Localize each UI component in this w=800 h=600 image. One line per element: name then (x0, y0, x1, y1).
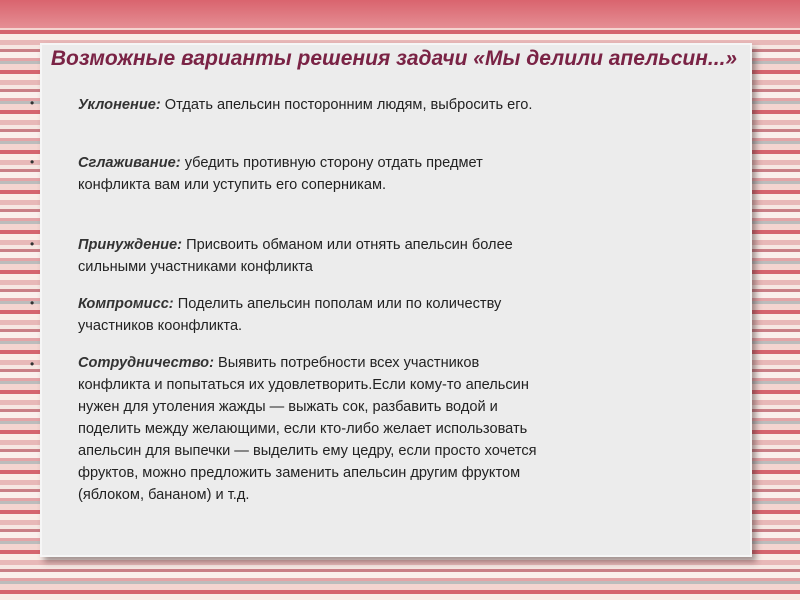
item-term: Компромисс: (78, 296, 174, 312)
bullet-glyph: • (30, 155, 35, 169)
item-term: Сглаживание: (78, 155, 181, 171)
list-item-compromise (78, 293, 548, 337)
item-term: Уклонение: (78, 97, 161, 113)
top-decorative-band (0, 0, 800, 28)
item-text: Отдать апельсин посторонним людям, выбросить его. (160, 97, 533, 113)
item-text: Выявить потребности всех участников конфликта и попытаться их удовлетворить.Если кому-то апельсин нужен для утоления жажды — выжать сок, разбавить водой и поделить между желающими, если кто-либо желает использовать апельсин для выпечки — выделить ему цедру, если просто хочется фруктов, можно предложить заменить апельсин другим фруктом (яблоком, бананом) и т.д. (78, 355, 537, 503)
item-term: Принуждение: (78, 237, 183, 253)
list-item-coercion (78, 234, 548, 278)
list-item-avoidance (78, 94, 548, 116)
item-text: Поделить апельсин пополам или по количеству участников коонфликта. (78, 296, 502, 334)
list-item-smoothing (78, 152, 548, 196)
item-term: Сотрудничество: (78, 355, 214, 371)
list-item-cooperation (78, 352, 538, 506)
bullet-glyph: • (30, 296, 35, 310)
slide-title: Возможные варианты решения задачи «Мы делили апельсин...» (50, 47, 738, 70)
bullet-glyph: • (30, 237, 35, 251)
bullet-glyph: • (30, 357, 35, 371)
item-text: Присвоить обманом или отнять апельсин более сильными участниками конфликта (78, 237, 513, 275)
bullet-glyph: • (30, 96, 35, 110)
item-text: убедить противную сторону отдать предмет конфликта вам или уступить его соперникам. (78, 155, 483, 193)
